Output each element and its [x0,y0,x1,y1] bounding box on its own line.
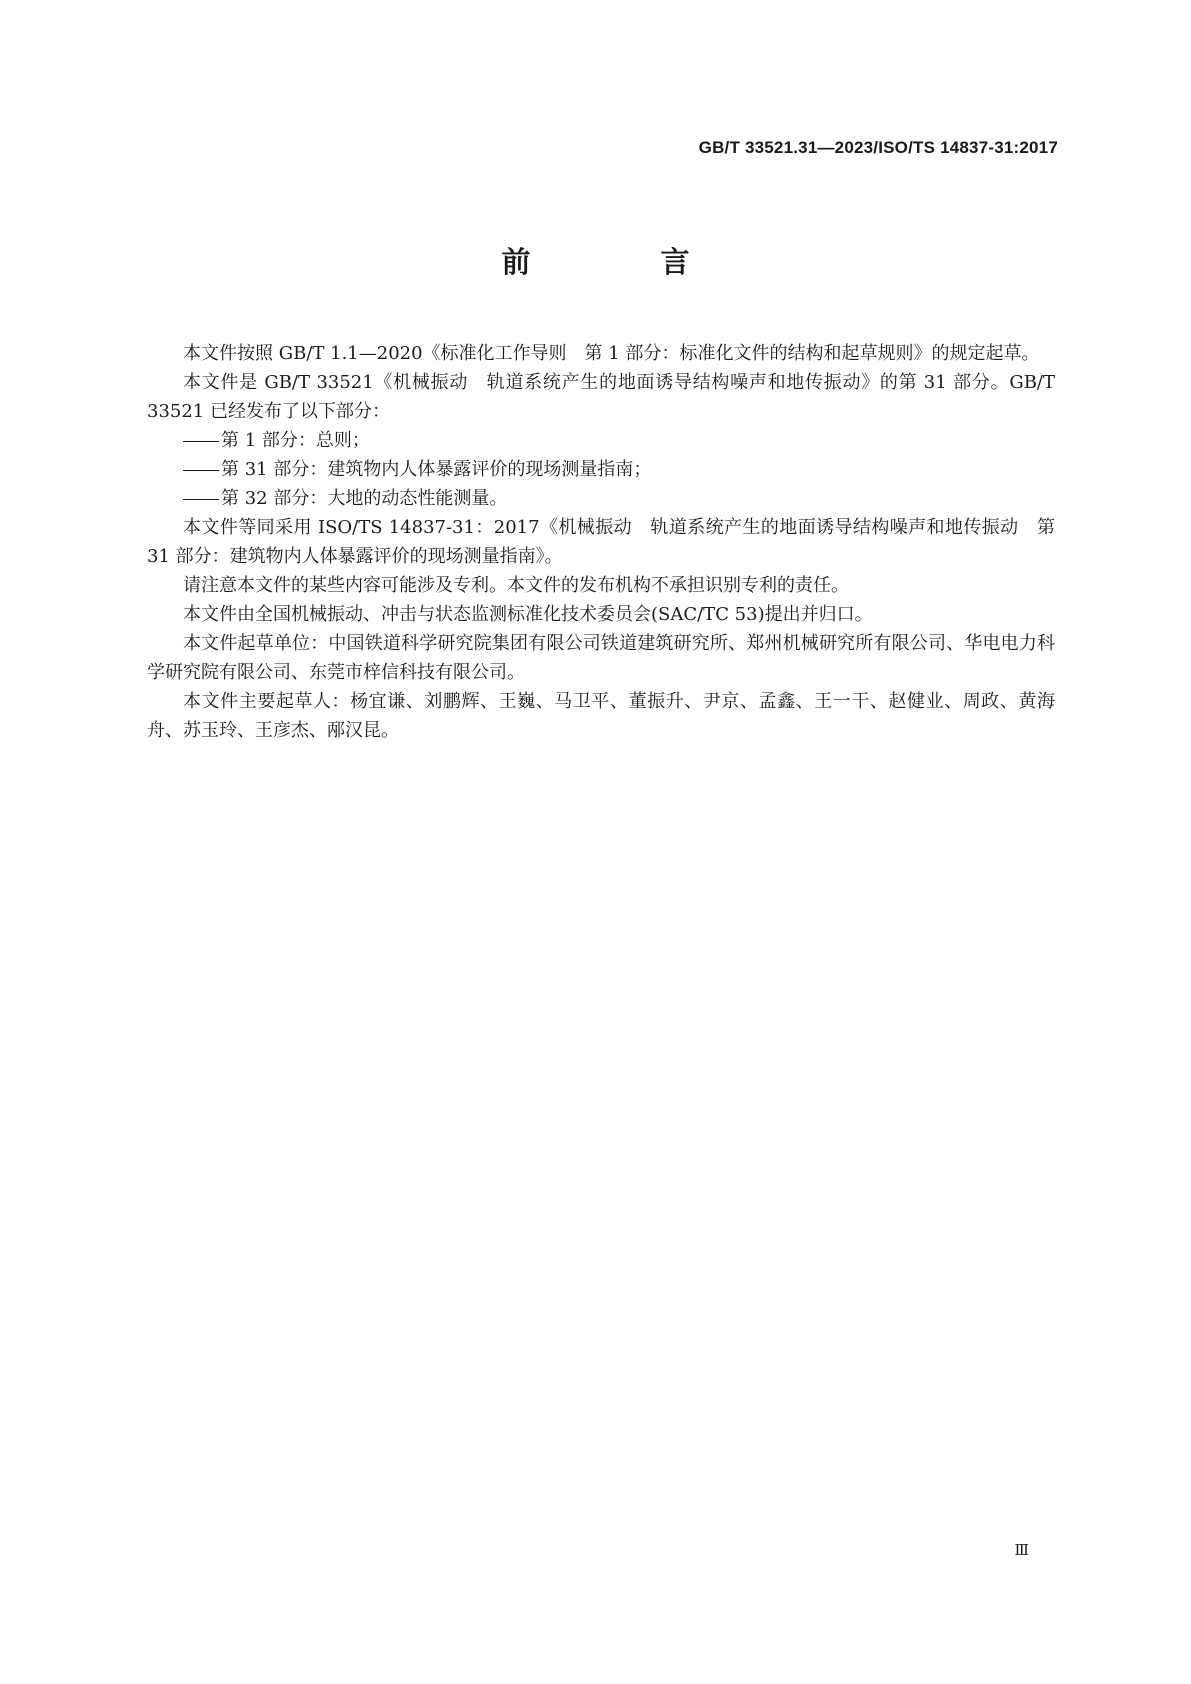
paragraph-proposer: 本文件由全国机械振动、冲击与状态监测标准化技术委员会(SAC/TC 53)提出并归口。 [183,604,873,625]
list-item-text: 第 1 部分：总则； [221,430,370,451]
paragraph-series-parts: 本文件是 GB/T 33521《机械振动 轨道系统产生的地面诱导结构噪声和地传振动》的第 31 部分。GB/T 33521 已经发布了以下部分： [147,372,1055,422]
list-item [147,426,1055,455]
paragraph-drafting-units: 本文件起草单位：中国铁道科学研究院集团有限公司铁道建筑研究所、郑州机械研究所有限公司、华电电力科学研究院有限公司、东莞市梓信科技有限公司。 [147,633,1055,683]
list-item [147,455,1055,484]
dash-marker [183,441,219,442]
foreword-body [147,339,1055,745]
paragraph-equivalence: 本文件等同采用 ISO/TS 14837-31：2017《机械振动 轨道系统产生的地面诱导结构噪声和地传振动 第 31 部分：建筑物内人体暴露评价的现场测量指南》。 [147,517,1055,567]
dash-marker [183,499,219,500]
list-item-text: 第 32 部分：大地的动态性能测量。 [221,488,508,509]
paragraph-drafting-rules: 本文件按照 GB/T 1.1—2020《标准化工作导则 第 1 部分：标准化文件的结构和起草规则》的规定起草。 [183,343,1040,364]
standard-code-header: GB/T 33521.31—2023/ISO/TS 14837-31:2017 [698,138,1058,157]
page-number: Ⅲ [1014,1541,1029,1559]
dash-marker [183,470,219,471]
paragraph-patent-notice: 请注意本文件的某些内容可能涉及专利。本文件的发布机构不承担识别专利的责任。 [183,575,849,596]
list-item [147,484,1055,513]
paragraph-drafters: 本文件主要起草人：杨宜谦、刘鹏辉、王巍、马卫平、董振升、尹京、孟鑫、王一干、赵健业、周政、黄海舟、苏玉玲、王彦杰、邴汉昆。 [147,691,1055,741]
list-item-text: 第 31 部分：建筑物内人体暴露评价的现场测量指南； [221,459,652,480]
page-title: 前 言 [501,245,750,279]
